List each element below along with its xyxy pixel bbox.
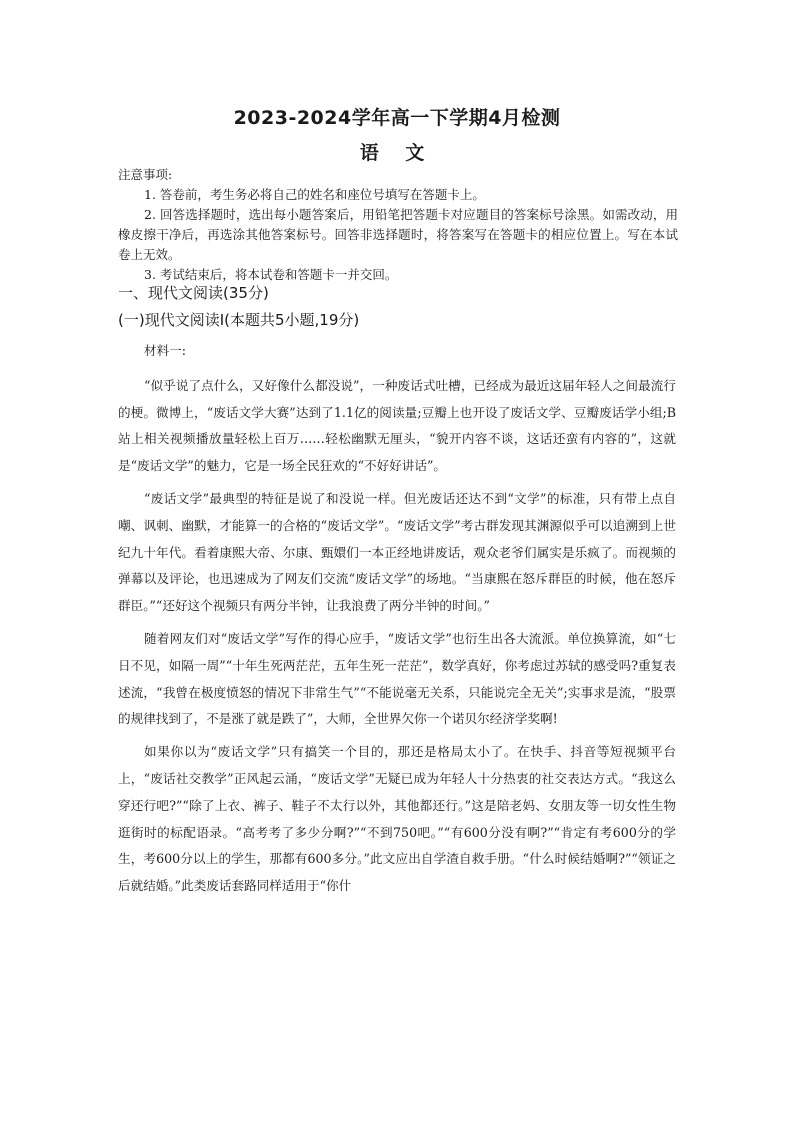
notice-item: 3. 考试结束后，将本试卷和答题卡一并交回。 bbox=[144, 267, 398, 282]
passage-paragraph: 随着网友们对“废话文学”写作的得心应手，“废话文学”也衍生出各大流派。单位换算流，如“七日不见，如隔一周”“十年生死两茫茫，五年生死一茫茫”，数学真好，你考虑过苏轼的感受吗?重复表述流，“我曾在极度愤怒的情况下非常生气”“不能说毫无关系，只能说完全无关”;实事求是流，“股票的规律找到了，不是涨了就是跌了”，大师，全世界欠你一个诺贝尔经济学奖啊! bbox=[118, 630, 676, 727]
subsection-heading: (一)现代文阅读Ⅰ(本题共5小题,19分) bbox=[118, 311, 360, 329]
material-label: 材料一: bbox=[144, 343, 187, 358]
subject-title: 语 文 bbox=[359, 142, 435, 164]
passage-paragraph: “废话文学”最典型的特征是说了和没说一样。但光废话还达不到“文学”的标准，只有带上点自嘲、讽刺、幽默，才能算一的合格的“废话文学”。“废话文学”考古群发现其渊源似乎可以追溯到上世纪九十年代。看着康熙大帝、尔康、甄嬛们一本正经地讲废话，观众老爷们属实是乐疯了。而视频的弹幕以及评论，也迅速成为了网友们交流“废话文学”的场地。“当康熙在怒斥群臣的时候，他在怒斥群臣。”“还好这个视频只有两分半钟，让我浪费了两分半钟的时间。” bbox=[118, 490, 676, 614]
reading-passage bbox=[118, 338, 676, 900]
notice-item: 2. 回答选择题时，选出每小题答案后，用铅笔把答题卡对应题目的答案标号涂黑。如需改动，用橡皮擦干净后，再选涂其他答案标号。回答非选择题时，将答案写在答题卡的相应位置上。写在本试卷上无效。 bbox=[118, 207, 678, 262]
passage-paragraph: “似乎说了点什么，又好像什么都没说”，一种废话式吐槽，已经成为最近这届年轻人之间最流行的梗。微博上，“废话文学大赛”达到了1.1亿的阅读量;豆瓣上也开设了废话文学、豆瓣废话学小组;B站上相关视频播放量轻松上百万……轻松幽默无厘头，“貌开内容不谈，这话还蛮有内容的”，这就是“废话文学”的魅力，它是一场全民狂欢的“不好好讲话”。 bbox=[118, 377, 676, 474]
notice-item: 1. 答卷前，考生务必将自己的姓名和座位号填写在答题卡上。 bbox=[144, 187, 485, 202]
exam-title: 2023-2024学年高一下学期4月检测 bbox=[233, 107, 561, 129]
notice-block bbox=[118, 165, 678, 285]
notice-heading: 注意事项: bbox=[118, 167, 173, 182]
passage-paragraph: 如果你以为“废话文学”只有搞笑一个目的，那还是格局太小了。在快手、抖音等短视频平台上，“废话社交教学”正风起云涌，“废话文学”无疑已成为年轻人十分热衷的社交表达方式。“我这么穿还行吧?”“除了上衣、裤子、鞋子不太行以外，其他都还行。”这是陪老妈、女朋友等一切女性生物逛街时的标配语录。“高考考了多少分啊?”“不到750吧。”“有600分没有啊?”“肯定有考600分的学生，考600分以上的学生，那都有600多分。”此文应出自学渣自救手册。“什么时候结婚啊?”“领证之后就结婚。”此类废话套路同样适用于“你什 bbox=[118, 744, 676, 894]
section-heading: 一、现代文阅读(35分) bbox=[118, 284, 269, 302]
